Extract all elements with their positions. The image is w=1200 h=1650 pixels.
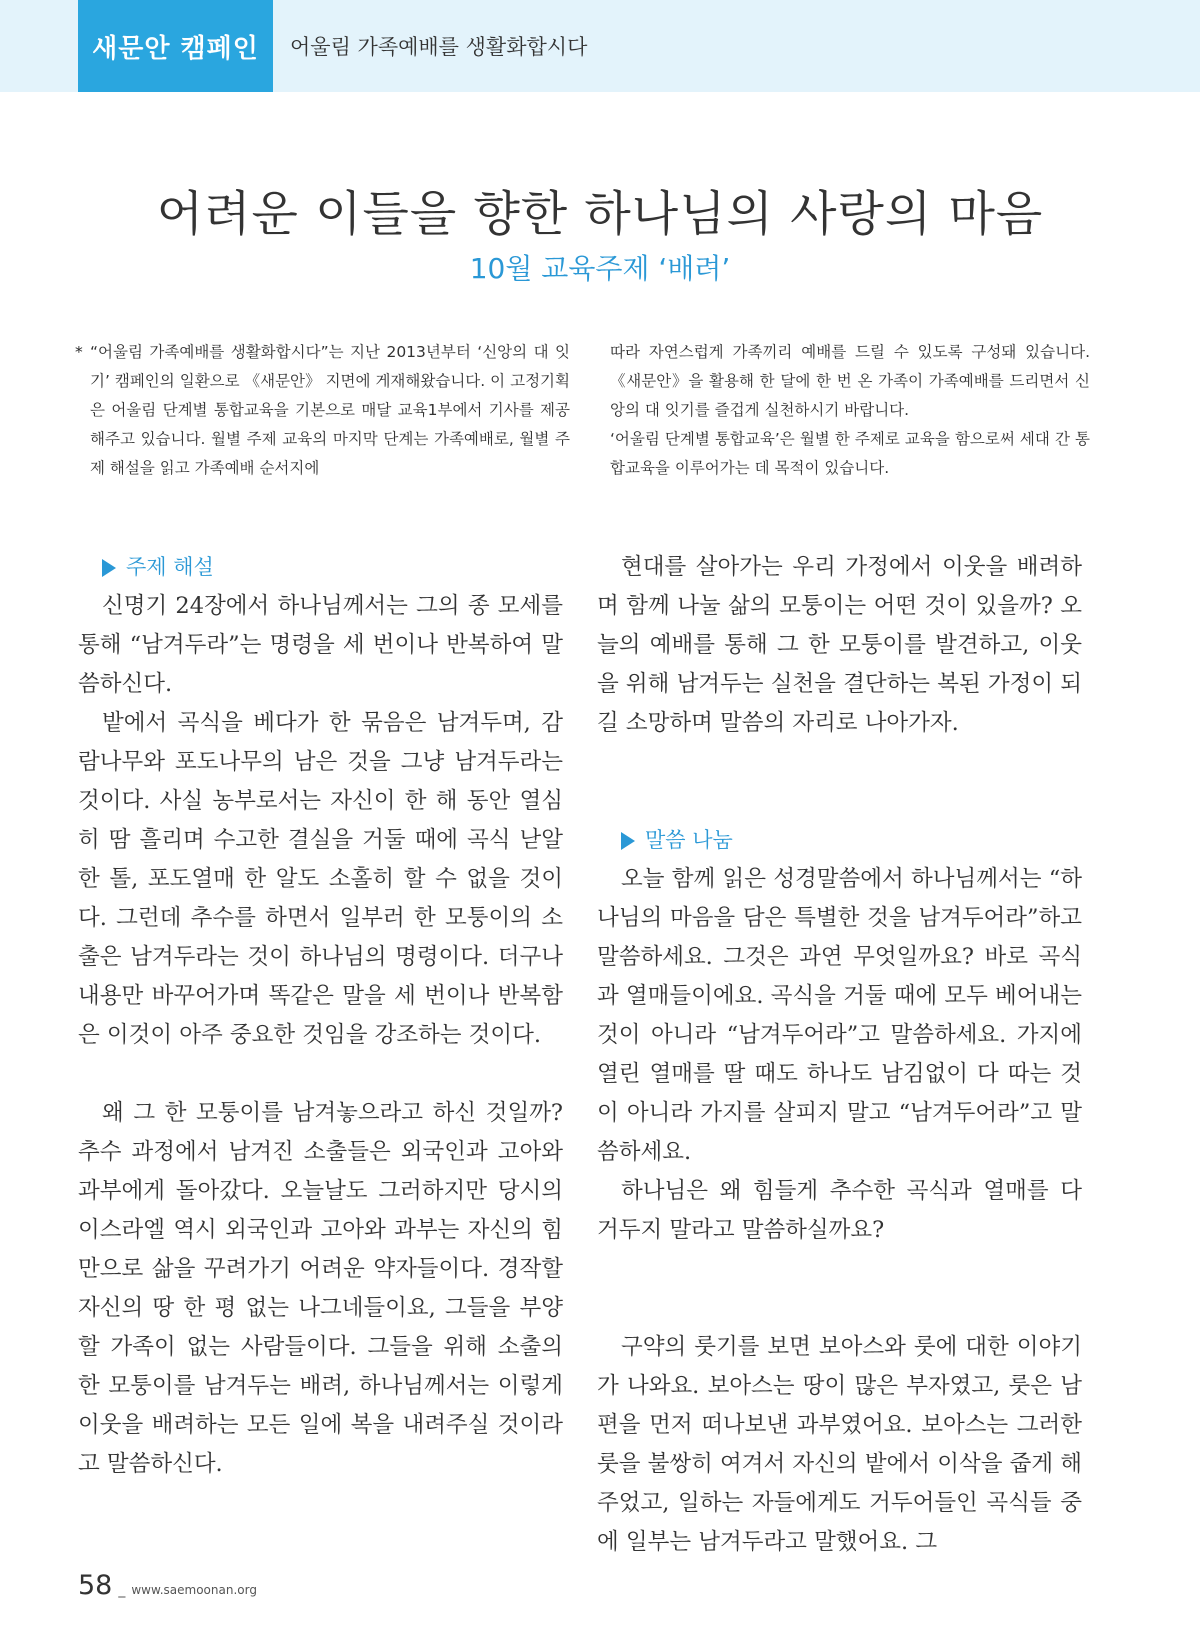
section-heading-label: 주제 해설 — [126, 555, 214, 579]
section-heading-theme — [78, 548, 563, 587]
website-link[interactable]: www.saemoonan.org — [131, 1583, 257, 1597]
intro-note-right-p1: 따라 자연스럽게 가족끼리 예배를 드릴 수 있도록 구성돼 있습니다. 《새문안》을 활용해 한 달에 한 번 온 가족이 가족예배를 드리면서 신앙의 대 잇기를 즐겁게 실천하시기 바랍니다. — [610, 343, 1090, 419]
spacer — [78, 1055, 563, 1094]
paragraph: 밭에서 곡식을 베다가 한 묶음은 남겨두며, 감람나무와 포도나무의 남은 것을 그냥 남겨두라는 것이다. 사실 농부로서는 자신이 한 해 동안 열심히 땀 흘리며 수고한 결실을 거둘 때에 곡식 낟알 한 톨, 포도열매 한 알도 소홀히 할 수 없을 것이다. 그런데 추수를 하면서 일부러 한 모퉁이의 소출은 남겨두라는 것이 하나님의 명령이다. 더구나 내용만 바꾸어가며 똑같은 말을 세 번이나 반복함은 이것이 아주 중요한 것임을 강조하는 것이다. — [78, 710, 563, 1048]
paragraph: 하나님은 왜 힘들게 추수한 곡식과 열매를 다 거두지 말라고 말씀하실까요? — [597, 1178, 1082, 1243]
intro-note-right — [610, 338, 1090, 483]
right-column — [597, 548, 1082, 1562]
page-number: 58 — [78, 1570, 113, 1601]
article-title: 어려운 이들을 향한 하나님의 사랑의 마음 — [156, 186, 1044, 242]
triangle-bullet-icon — [621, 832, 635, 850]
paragraph: 구약의 룻기를 보면 보아스와 룻에 대한 이야기가 나와요. 보아스는 땅이 많은 부자였고, 룻은 남편을 먼저 떠나보낸 과부였어요. 보아스는 그러한 룻을 불쌍히 여겨서 자신의 밭에서 이삭을 줍게 해주었고, 일하는 자들에게도 거두어들인 곡식들 중에 일부는 남겨두라고 말했어요. 그 — [597, 1334, 1082, 1555]
section-heading-label: 말씀 나눔 — [645, 828, 733, 852]
campaign-label: 새문안 캠페인 — [78, 0, 273, 92]
paragraph: 왜 그 한 모퉁이를 남겨놓으라고 하신 것일까? 추수 과정에서 남겨진 소출들은 외국인과 고아와 과부에게 돌아갔다. 오늘날도 그러하지만 당시의 이스라엘 역시 외국인과 고아와 과부는 자신의 힘만으로 삶을 꾸려가기 어려운 약자들이다. 경작할 자신의 땅 한 평 없는 나그네들이요, 그들을 부양할 가족이 없는 사람들이다. 그들을 위해 소출의 한 모퉁이를 남겨두는 배려, 하나님께서는 이렇게 이웃을 배려하는 모든 일에 복을 내려주실 것이라고 말씀하신다. — [78, 1100, 563, 1477]
article-subtitle: 10월 교육주제 ‘배려’ — [469, 252, 731, 285]
paragraph: 신명기 24장에서 하나님께서는 그의 종 모세를 통해 “남겨두라”는 명령을 세 번이나 반복하여 말씀하신다. — [78, 593, 563, 697]
note-asterisk: * — [75, 343, 83, 361]
page-footer — [78, 1570, 257, 1601]
paragraph: 현대를 살아가는 우리 가정에서 이웃을 배려하며 함께 나눌 삶의 모퉁이는 어떤 것이 있을까? 오늘의 예배를 통해 그 한 모퉁이를 발견하고, 이웃을 위해 남겨두는 실천을 결단하는 복된 가정이 되길 소망하며 말씀의 자리로 나아가자. — [597, 554, 1082, 736]
intro-note-right-p2: ‘어울림 단계별 통합교육’은 월별 한 주제로 교육을 함으로써 세대 간 통합교육을 이루어가는 데 목적이 있습니다. — [610, 430, 1090, 477]
paragraph: 오늘 함께 읽은 성경말씀에서 하나님께서는 “하나님의 마음을 담은 특별한 것을 남겨두어라”하고 말씀하세요. 그것은 과연 무엇일까요? 바로 곡식과 열매들이에요. 곡식을 거둘 때에 모두 베어내는 것이 아니라 “남겨두어라”고 말씀하세요. 가지에 열린 열매를 딸 때도 하나도 남김없이 다 따는 것이 아니라 가지를 살피지 말고 “남겨두어라”고 말씀하세요. — [597, 866, 1082, 1165]
left-column — [78, 548, 563, 1484]
intro-note-left: “어울림 가족예배를 생활화합시다”는 지난 2013년부터 ‘신앙의 대 잇기’ 캠페인의 일환으로 《새문안》 지면에 게재해왔습니다. 이 고정기획은 어울림 단계별 통합교육을 기본으로 매달 교육1부에서 기사를 제공해주고 있습니다. 월별 주제 교육의 마지막 단계는 가족예배로, 월별 주제 해설을 읽고 가족예배 순서지에 — [90, 343, 570, 477]
campaign-slogan: 어울림 가족예배를 생활화합시다 — [290, 35, 588, 59]
section-heading-sharing — [597, 821, 1082, 860]
footer-separator: _ — [118, 1582, 126, 1598]
triangle-bullet-icon — [102, 559, 116, 577]
spacer — [597, 743, 1082, 821]
spacer — [597, 1250, 1082, 1328]
